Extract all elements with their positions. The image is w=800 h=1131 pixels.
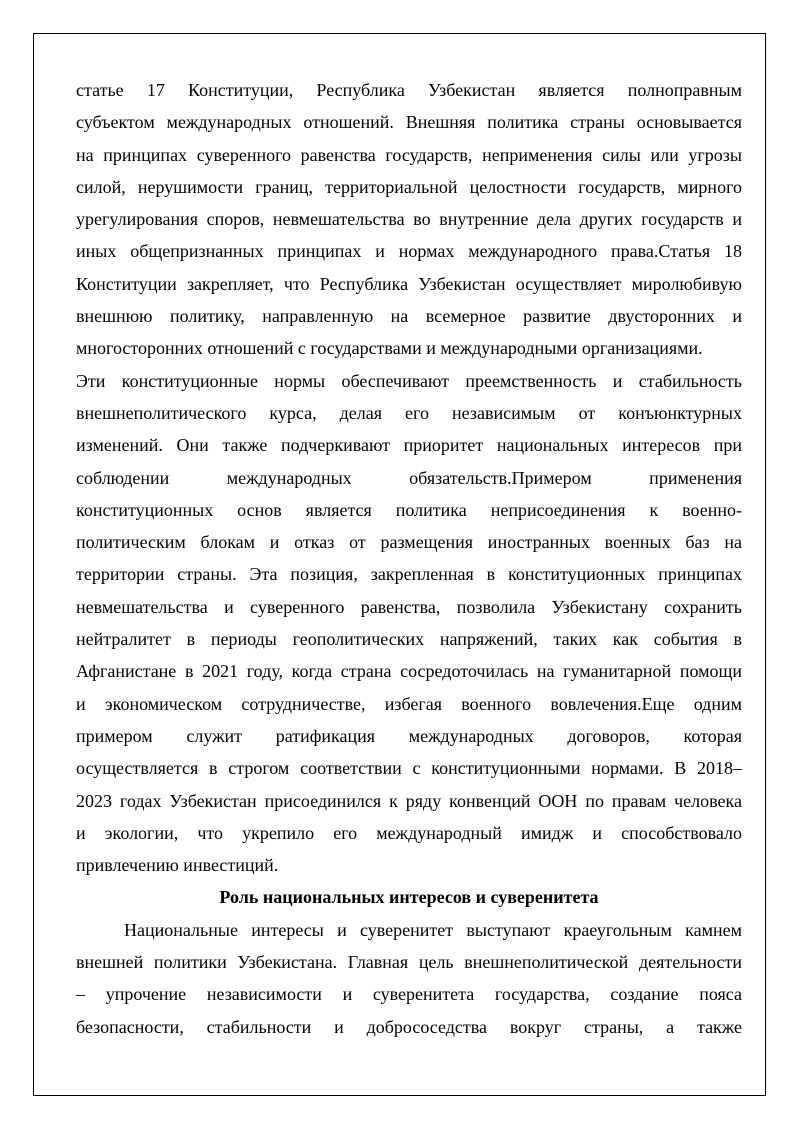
text-line: конституционных основ является политика неприсоединения к военно- (76, 499, 742, 520)
text-line: и экологии, что укрепило его международный имидж и способствовало (76, 822, 742, 843)
text-line: статье 17 Конституции, Республика Узбекистан является полноправным (76, 80, 742, 100)
text-line: Афганистане в 2021 году, когда страна сосредоточилась на гуманитарной помощи (76, 661, 742, 682)
text-line: Эти конституционные нормы обеспечивают преемственность и стабильность (76, 370, 742, 391)
paragraph-constitutional-norms (76, 365, 742, 882)
section-heading: Роль национальных интересов и суверенитета (219, 887, 599, 908)
text-line: субъектом международных отношений. Внешняя политика страны основывается (76, 112, 742, 133)
text-line: на принципах суверенного равенства государств, неприменения силы или угрозы (76, 144, 742, 165)
text-line: территории страны. Эта позиция, закрепленная в конституционных принципах (76, 564, 742, 585)
text-line: внешней политики Узбекистана. Главная цель внешнеполитической деятельности (76, 952, 742, 973)
paragraph-constitution-articles (76, 74, 742, 365)
text-line: – упрочение независимости и суверенитета государства, создание пояса (76, 984, 742, 1005)
paragraph-national-interests (76, 914, 742, 1043)
text-line: 2023 годах Узбекистан присоединился к ряду конвенций ООН по правам человека (76, 790, 742, 811)
text-line: Конституции закрепляет, что Республика Узбекистан осуществляет миролюбивую (76, 273, 742, 294)
text-line: иных общепризнанных принципах и нормах международного права.Статья 18 (76, 241, 742, 262)
text-line: безопасности, стабильности и добрососедства вокруг страны, а также (76, 1016, 742, 1037)
document-body (76, 74, 742, 1043)
text-line: силой, нерушимости границ, территориальной целостности государств, мирного (76, 176, 742, 197)
text-line: урегулирования споров, невмешательства во внутренние дела других государств и (76, 209, 742, 230)
text-line: соблюдении международных обязательств.Примером применения (76, 467, 742, 488)
text-line: и экономическом сотрудничестве, избегая военного вовлечения.Еще одним (76, 693, 742, 714)
text-line: Национальные интересы и суверенитет выступают краеугольным камнем (124, 919, 742, 940)
text-line: примером служит ратификация международных договоров, которая (76, 725, 742, 746)
text-line: изменений. Они также подчеркивают приоритет национальных интересов при (76, 435, 742, 456)
text-line: осуществляется в строгом соответствии с конституционными нормами. В 2018– (76, 758, 742, 779)
text-line: привлечению инвестиций. (76, 855, 279, 876)
text-line: политическим блокам и отказ от размещения иностранных военных баз на (76, 532, 742, 553)
text-line: внешнюю политику, направленную на всемерное развитие двусторонних и (76, 306, 742, 327)
text-line: невмешательства и суверенного равенства, позволила Узбекистану сохранить (76, 596, 742, 617)
text-line: многосторонних отношений с государствами и международными организациями. (76, 338, 703, 359)
text-line: нейтралитет в периоды геополитических напряжений, таких как события в (76, 629, 742, 650)
text-line: внешнеполитического курса, делая его независимым от конъюнктурных (76, 402, 742, 423)
